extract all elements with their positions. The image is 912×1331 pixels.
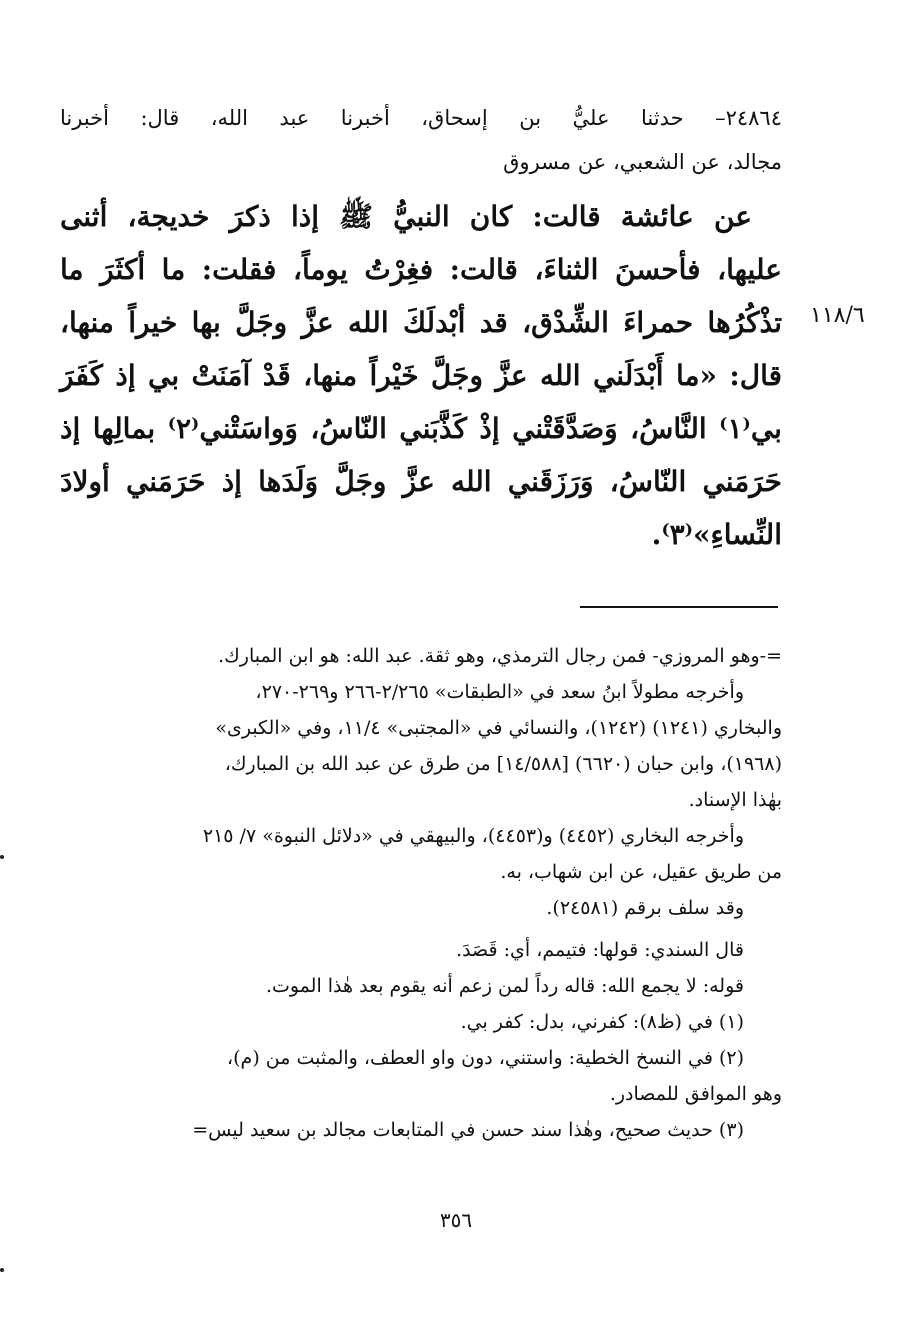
- hadith-text: [60, 190, 782, 561]
- footnote-line: قوله: لا يجمع الله: قاله رداً لمن زعم أنه يقوم بعد هٰذا الموت.: [265, 975, 744, 997]
- footnote-line: (١٩٦٨)، وابن حبان (٦٦٢٠) [١٤/٥٨٨] من طرق عن عبد الله بن المبارك،: [224, 753, 782, 775]
- footnote-line: وأخرجه مطولاً ابنُ سعد في «الطبقات» ٢/٢٦٥-٢٦٦ و٢٦٩-٢٧٠،: [255, 681, 744, 703]
- footnote-line: من طريق عقيل، عن ابن شهاب، به.: [500, 861, 782, 883]
- footnote-line: (٣) حديث صحيح، وهٰذا سند حسن في المتابعات مجالد بن سعيد ليس=: [192, 1119, 744, 1141]
- footnote-line: وقد سلف برقم (٢٤٥٨١).: [546, 897, 744, 919]
- hadith-isnad: [60, 96, 782, 184]
- hadith-text-line: حَرَمَني النّاسُ، وَرَزَقَني الله عزَّ وجَلَّ وَلَدَها إذ حَرَمَني أولادَ: [60, 465, 782, 498]
- isnad-line: مجالد، عن الشعبي، عن مسروق: [503, 150, 782, 174]
- footnote-line: (١) في (ظ٨): كفرني، بدل: كفر بي.: [460, 1011, 744, 1033]
- hadith-text-line: النِّساءِ»⁽٣⁾.: [651, 518, 782, 551]
- footnote-line: وهو الموافق للمصادر.: [609, 1083, 782, 1105]
- hadith-text-line: عليها، فأحسنَ الثناءَ، قالت: فغِرْتُ يوماً، فقلت: ما أكثَرَ ما: [60, 253, 782, 286]
- page-number: ٣٥٦: [439, 1208, 473, 1232]
- scan-speck: [0, 855, 4, 859]
- footnote-line: بهٰذا الإسناد.: [688, 789, 782, 811]
- isnad-line: ٢٤٨٦٤– حدثنا عليُّ بن إسحاق، أخبرنا عبد الله، قال: أخبرنا: [60, 106, 782, 130]
- footnotes: [78, 638, 782, 1148]
- footnote-separator: [580, 606, 778, 608]
- footnote-line: وأخرجه البخاري (٤٤٥٢) و(٤٤٥٣)، والبيهقي في «دلائل النبوة» ٧/ ٢١٥: [202, 825, 744, 847]
- hadith-text-line: بي⁽١⁾ النَّاسُ، وَصَدَّقَتْني إذْ كَذَّبَني النّاسُ، وَواسَتْني⁽٢⁾ بمالِها إذ: [60, 412, 782, 445]
- footnote-line: (٢) في النسخ الخطية: واستني، دون واو العطف، والمثبت من (م)،: [227, 1047, 744, 1069]
- footnote-line: =-وهو المروزي- فمن رجال الترمذي، وهو ثقة. عبد الله: هو ابن المبارك.: [218, 645, 782, 667]
- hadith-text-line: عن عائشة قالت: كان النبيُّ ﷺ إذا ذكرَ خديجة، أثنى: [60, 200, 752, 233]
- scan-speck: [0, 1268, 4, 1272]
- margin-volume-page-reference: ١١٨/٦: [810, 303, 865, 328]
- footnote-line: والبخاري (١٢٤١) (١٢٤٢)، والنسائي في «المجتبى» ١١/٤، وفي «الكبرى»: [215, 717, 782, 739]
- footnote-line: قال السندي: قولها: فتيمم، أي: قَصَدَ.: [456, 939, 744, 961]
- hadith-text-line: تذْكُرُها حمراءَ الشِّدْق، قد أبْدلَكَ الله عزَّ وجَلَّ بها خيراً منها،: [60, 306, 782, 339]
- hadith-text-line: قال: «ما أَبْدَلَني الله عزَّ وجَلَّ خَيْراً منها، قَدْ آمَنَتْ بي إذ كَفَرَ: [60, 359, 782, 392]
